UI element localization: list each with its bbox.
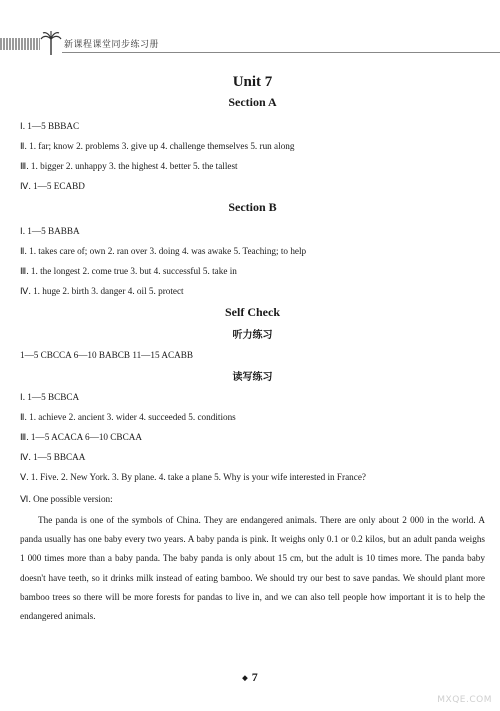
header-stripe-decoration: [0, 38, 40, 50]
section-a-line: Ⅳ. 1—5 ECABD: [20, 181, 85, 191]
header-title: 新课程课堂同步练习册: [64, 40, 160, 50]
page-header: [0, 30, 500, 58]
reading-writing-title: 读写练习: [232, 372, 273, 383]
reading-writing-line: Ⅰ. 1—5 BCBCA: [20, 392, 80, 402]
palm-tree-icon: [40, 30, 62, 56]
listening-answers: 1—5 CBCCA 6—10 BABCB 11—15 ACABB: [20, 350, 193, 360]
sample-essay-paragraph: The panda is one of the symbols of China. They are endangered animals. There are only about 2 000 in the world. A panda usually has one baby every two years. A baby panda is pink. It weighs only 0.1 or 0.2 kilos, but an adult panda weighs 1 000 times more than a baby panda. The baby panda is only about 15 cm, but the adult is 10 times more. The panda baby doesn't have teeth, so it drinks milk instead of eating bamboo. We should try our best to save pandas. We should plant more bamboo trees so there will be more forests for pandas to live in, and we can also tell people how important it is to help the endangered animals.: [20, 515, 485, 622]
section-a-line: Ⅰ. 1—5 BBBAC: [20, 121, 80, 131]
self-check-title: Self Check: [225, 305, 280, 319]
listening-title: 听力练习: [232, 330, 273, 341]
section-b-line: Ⅰ. 1—5 BABBA: [20, 226, 80, 236]
reading-writing-item-v: Ⅴ. 1. Five. 2. New York. 3. By plane. 4. take a plane 5. Why is your wife interested in France?: [20, 472, 366, 482]
page-number-value: 7: [251, 670, 258, 684]
section-b-line: Ⅳ. 1. huge 2. birth 3. danger 4. oil 5. protect: [20, 286, 184, 296]
watermark-text: MXQE.COM: [437, 695, 492, 705]
page-number: [0, 670, 500, 685]
reading-writing-item-vi: Ⅵ. One possible version:: [20, 494, 113, 504]
section-a-title: Section A: [228, 95, 277, 109]
answer-content: [20, 70, 485, 626]
reading-writing-line: Ⅲ. 1—5 ACACA 6—10 CBCAA: [20, 432, 142, 442]
section-a-line: Ⅱ. 1. far; know 2. problems 3. give up 4. challenge themselves 5. run along: [20, 141, 295, 151]
reading-writing-line: Ⅱ. 1. achieve 2. ancient 3. wider 4. succeeded 5. conditions: [20, 412, 236, 422]
section-b-line: Ⅱ. 1. takes care of; own 2. ran over 3. doing 4. was awake 5. Teaching; to help: [20, 246, 307, 256]
section-b-line: Ⅲ. 1. the longest 2. come true 3. but 4. successful 5. take in: [20, 266, 237, 276]
section-b-title: Section B: [228, 200, 277, 214]
page-number-bullet-icon: ◆: [242, 674, 248, 683]
section-a-line: Ⅲ. 1. bigger 2. unhappy 3. the highest 4. better 5. the tallest: [20, 161, 238, 171]
unit-title: Unit 7: [232, 74, 273, 90]
reading-writing-line: Ⅳ. 1—5 BBCAA: [20, 452, 86, 462]
header-rule: [62, 52, 500, 53]
